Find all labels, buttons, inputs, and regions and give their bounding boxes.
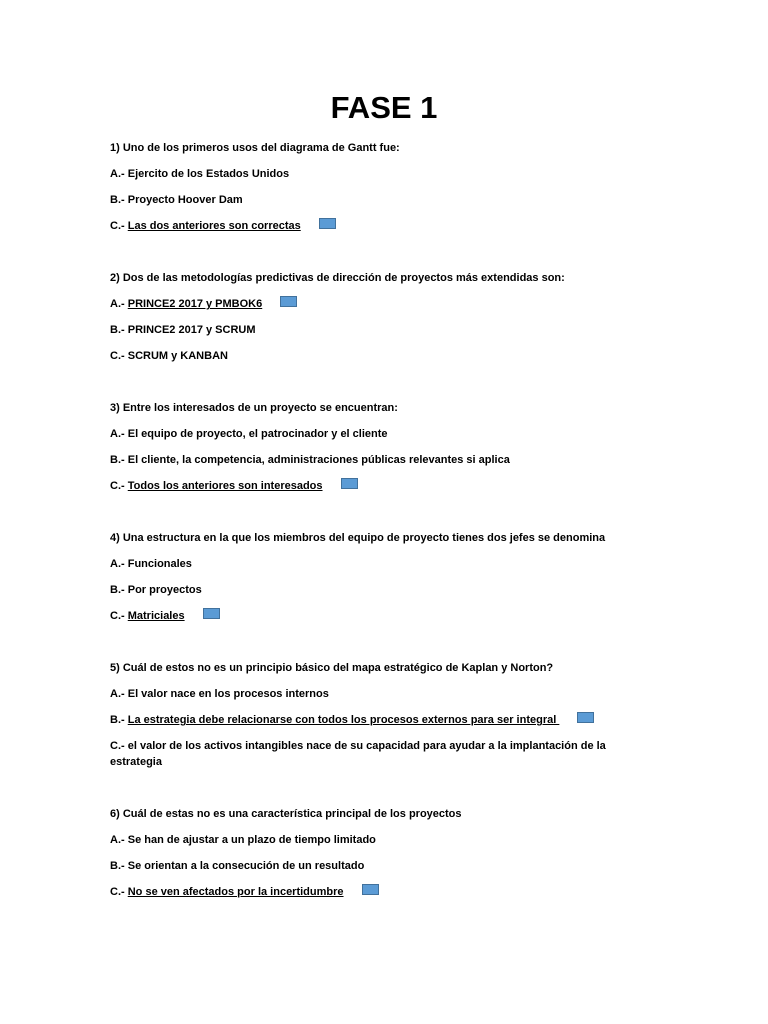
answer-option — [110, 426, 620, 442]
option-prefix: C.- — [110, 610, 128, 622]
option-text: El valor nace en los procesos internos — [127, 688, 329, 700]
option-text: El cliente, la competencia, administraciones públicas relevantes si aplica — [127, 454, 510, 466]
correct-answer-marker-icon — [341, 478, 358, 489]
option-prefix: B.- — [110, 860, 128, 872]
correct-answer-text: La estrategia debe relacionarse con todos los procesos externos para ser integral — [127, 714, 560, 726]
option-text: Ejercito de los Estados Unidos — [127, 168, 290, 180]
answer-option — [110, 608, 620, 624]
answer-option — [110, 832, 620, 848]
option-prefix: B.- — [110, 714, 128, 726]
correct-answer-marker-icon — [319, 218, 336, 229]
answer-option — [110, 858, 620, 874]
correct-answer-text: Las dos anteriores son correctas — [127, 220, 301, 232]
question-text: 4) Una estructura en la que los miembros del equipo de proyecto tienes dos jefes se denomina — [110, 532, 606, 544]
option-prefix: C.- — [110, 886, 128, 898]
correct-answer-text: No se ven afectados por la incertidumbre — [127, 886, 344, 898]
option-text: SCRUM y KANBAN — [127, 350, 228, 362]
answer-option — [110, 348, 620, 364]
question-text: 6) Cuál de estas no es una característica principal de los proyectos — [110, 808, 462, 820]
correct-answer-text: Todos los anteriores son interesados — [127, 480, 323, 492]
answer-option — [110, 738, 620, 770]
answer-option — [110, 582, 620, 598]
option-prefix: A.- — [110, 298, 128, 310]
option-text: Por proyectos — [127, 584, 202, 596]
option-prefix: C.- — [110, 350, 128, 362]
page-title: FASE 1 — [330, 90, 438, 125]
question-text: 5) Cuál de estos no es un principio básico del mapa estratégico de Kaplan y Norton? — [110, 662, 554, 674]
option-prefix: C.- — [110, 740, 128, 752]
question-text: 2) Dos de las metodologías predictivas de dirección de proyectos más extendidas son: — [110, 272, 565, 284]
option-text: PRINCE2 2017 y SCRUM — [127, 324, 256, 336]
answer-option — [110, 322, 620, 338]
question-block — [110, 140, 620, 234]
option-prefix: A.- — [110, 834, 128, 846]
option-text: el valor de los activos intangibles nace de su capacidad para ayudar a la implantación de la estrategia — [110, 740, 606, 768]
option-prefix: A.- — [110, 168, 128, 180]
answer-option — [110, 192, 620, 208]
answer-option — [110, 218, 620, 234]
option-prefix: A.- — [110, 688, 128, 700]
option-prefix: B.- — [110, 324, 128, 336]
option-prefix: C.- — [110, 480, 128, 492]
quiz-questions — [110, 140, 620, 936]
option-text: Proyecto Hoover Dam — [127, 194, 243, 206]
correct-answer-text: PRINCE2 2017 y PMBOK6 — [127, 298, 263, 310]
option-text: Se orientan a la consecución de un resultado — [127, 860, 365, 872]
option-prefix: B.- — [110, 584, 128, 596]
option-prefix: B.- — [110, 454, 128, 466]
option-text: Funcionales — [127, 558, 192, 570]
correct-answer-marker-icon — [362, 884, 379, 895]
correct-answer-marker-icon — [280, 296, 297, 307]
question-block — [110, 400, 620, 494]
correct-answer-marker-icon — [577, 712, 594, 723]
option-text: El equipo de proyecto, el patrocinador y el cliente — [127, 428, 388, 440]
question-block — [110, 660, 620, 770]
option-prefix: B.- — [110, 194, 128, 206]
answer-option — [110, 556, 620, 572]
answer-option — [110, 296, 620, 312]
question-block — [110, 530, 620, 624]
option-prefix: C.- — [110, 220, 128, 232]
option-text: Se han de ajustar a un plazo de tiempo limitado — [127, 834, 376, 846]
answer-option — [110, 712, 620, 728]
answer-option — [110, 478, 620, 494]
option-prefix: A.- — [110, 558, 128, 570]
option-prefix: A.- — [110, 428, 128, 440]
answer-option — [110, 452, 620, 468]
correct-answer-marker-icon — [203, 608, 220, 619]
correct-answer-text: Matriciales — [127, 610, 185, 622]
question-block — [110, 270, 620, 364]
answer-option — [110, 166, 620, 182]
answer-option — [110, 686, 620, 702]
question-text: 3) Entre los interesados de un proyecto se encuentran: — [110, 402, 398, 414]
answer-option — [110, 884, 620, 900]
question-block — [110, 806, 620, 900]
question-text: 1) Uno de los primeros usos del diagrama de Gantt fue: — [110, 142, 400, 154]
